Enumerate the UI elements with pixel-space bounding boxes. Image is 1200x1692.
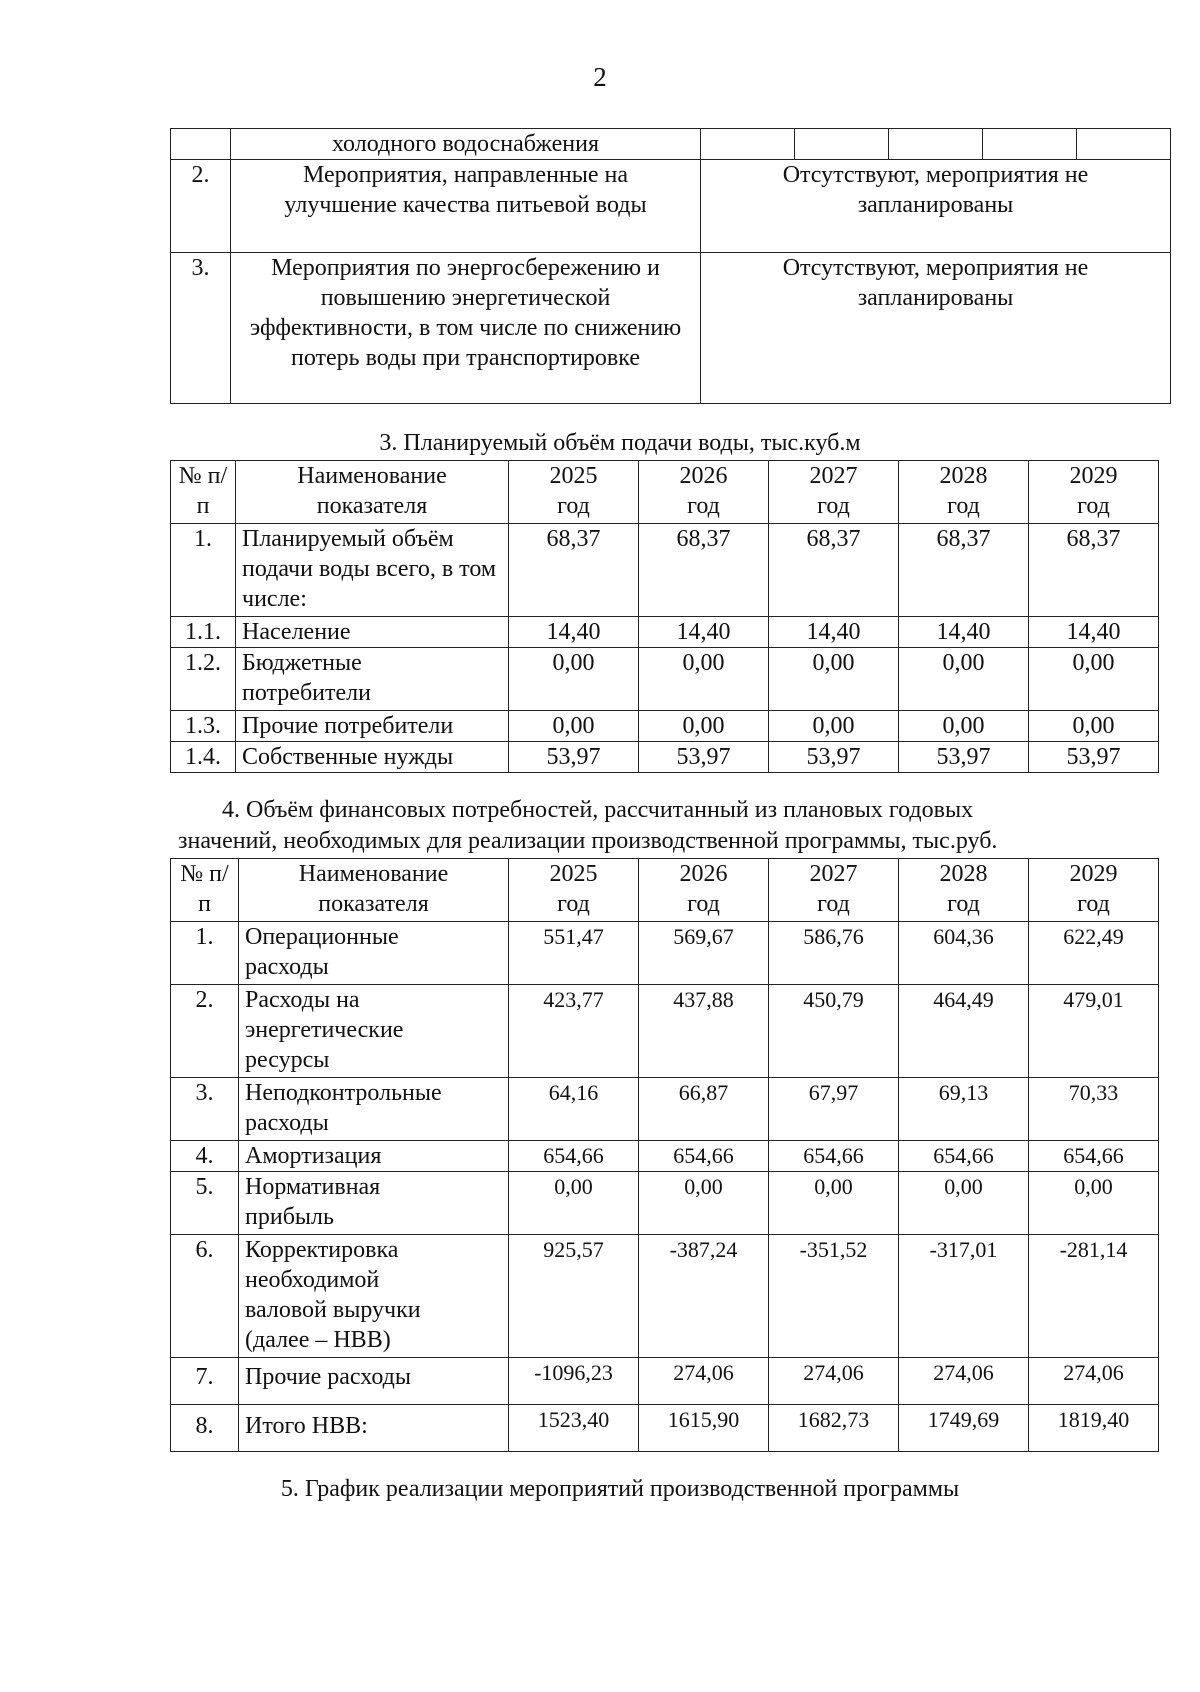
activity-note: Отсутствуют, мероприятия не запланированы xyxy=(701,253,1171,404)
value-cell: 622,49 xyxy=(1029,922,1159,985)
value-cell: 0,00 xyxy=(509,711,639,742)
value-cell: 0,00 xyxy=(1029,711,1159,742)
value-cell: 0,00 xyxy=(769,711,899,742)
value-cell: 0,00 xyxy=(639,1172,769,1235)
value-cell: 0,00 xyxy=(509,648,639,711)
table-row xyxy=(171,253,1171,404)
row-number: 1. xyxy=(171,922,239,985)
row-number xyxy=(171,129,231,160)
value-cell: 0,00 xyxy=(899,1172,1029,1235)
value-cell: 14,40 xyxy=(639,617,769,648)
activity-name: Мероприятия, направленные на улучшение качества питьевой воды xyxy=(231,160,701,253)
value-cell: 274,06 xyxy=(639,1358,769,1405)
indicator-name: Планируемый объём подачи воды всего, в том числе: xyxy=(236,524,509,617)
value-cell: 654,66 xyxy=(769,1141,899,1172)
value-cell: 464,49 xyxy=(899,985,1029,1078)
row-number: 7. xyxy=(171,1358,239,1405)
header-year: 2028 год xyxy=(899,461,1029,524)
value-cell: 0,00 xyxy=(769,648,899,711)
indicator-name: Собственные нужды xyxy=(236,742,509,773)
value-cell: -281,14 xyxy=(1029,1235,1159,1358)
value-cell: 654,66 xyxy=(509,1141,639,1172)
indicator-name: Расходы на энергетические ресурсы xyxy=(239,985,509,1078)
value-cell: 53,97 xyxy=(1029,742,1159,773)
page-number: 2 xyxy=(593,62,607,92)
indicator-name: Корректировка необходимой валовой выручки (далее – НВВ) xyxy=(239,1235,509,1358)
value-cell: 1615,90 xyxy=(639,1405,769,1452)
section4-title-line2: значений, необходимых для реализации производственной программы, тыс.руб. xyxy=(178,828,998,854)
value-cell: 64,16 xyxy=(509,1078,639,1141)
table-header-row xyxy=(171,859,1159,922)
row-number: 5. xyxy=(171,1172,239,1235)
indicator-name: Бюджетные потребители xyxy=(236,648,509,711)
value-cell: 450,79 xyxy=(769,985,899,1078)
value-cell: 0,00 xyxy=(1029,1172,1159,1235)
table-row xyxy=(171,1172,1159,1235)
value-cell: 53,97 xyxy=(899,742,1029,773)
value-cell: 274,06 xyxy=(1029,1358,1159,1405)
value-cell: 69,13 xyxy=(899,1078,1029,1141)
activity-name: Мероприятия по энергосбережению и повышению энергетической эффективности, в том числе по снижению потерь воды при транспортировке xyxy=(231,253,701,404)
table-row xyxy=(171,1358,1159,1405)
value-cell: 14,40 xyxy=(509,617,639,648)
table-row xyxy=(171,985,1159,1078)
value-cell: 654,66 xyxy=(899,1141,1029,1172)
value-cell: 14,40 xyxy=(769,617,899,648)
header-year: 2025 год xyxy=(509,859,639,922)
activity-name: холодного водоснабжения xyxy=(231,129,701,160)
row-number: 1.2. xyxy=(171,648,236,711)
empty-cell xyxy=(1077,129,1171,160)
value-cell: 551,47 xyxy=(509,922,639,985)
value-cell: 274,06 xyxy=(769,1358,899,1405)
value-cell: 0,00 xyxy=(899,648,1029,711)
indicator-name: Прочие расходы xyxy=(239,1358,509,1405)
value-cell: 586,76 xyxy=(769,922,899,985)
table-header-row xyxy=(171,461,1159,524)
value-cell: 53,97 xyxy=(509,742,639,773)
table-row xyxy=(171,648,1159,711)
value-cell: 1819,40 xyxy=(1029,1405,1159,1452)
indicator-name: Итого НВВ: xyxy=(239,1405,509,1452)
table-row xyxy=(171,1078,1159,1141)
value-cell: 68,37 xyxy=(1029,524,1159,617)
section4-title-line1: 4. Объём финансовых потребностей, рассчитанный из плановых годовых xyxy=(222,797,974,823)
value-cell: 0,00 xyxy=(639,648,769,711)
row-number: 8. xyxy=(171,1405,239,1452)
header-name: Наименование показателя xyxy=(236,461,509,524)
table-row xyxy=(171,711,1159,742)
value-cell: 604,36 xyxy=(899,922,1029,985)
header-num: № п/п xyxy=(171,461,236,524)
indicator-name: Амортизация xyxy=(239,1141,509,1172)
table-row xyxy=(171,1235,1159,1358)
section5-title: 5. График реализации мероприятий производственной программы xyxy=(280,1476,960,1502)
header-year: 2029 год xyxy=(1029,461,1159,524)
table-row xyxy=(171,1141,1159,1172)
value-cell: 423,77 xyxy=(509,985,639,1078)
value-cell: 68,37 xyxy=(509,524,639,617)
indicator-name: Неподконтрольные расходы xyxy=(239,1078,509,1141)
row-number: 2. xyxy=(171,160,231,253)
value-cell: -317,01 xyxy=(899,1235,1029,1358)
value-cell: 274,06 xyxy=(899,1358,1029,1405)
header-year: 2026 год xyxy=(639,859,769,922)
indicator-name: Население xyxy=(236,617,509,648)
value-cell: 68,37 xyxy=(769,524,899,617)
value-cell: -1096,23 xyxy=(509,1358,639,1405)
financial-table xyxy=(170,858,1159,1452)
value-cell: 479,01 xyxy=(1029,985,1159,1078)
row-number: 4. xyxy=(171,1141,239,1172)
activity-note: Отсутствуют, мероприятия не запланированы xyxy=(701,160,1171,253)
table-row xyxy=(171,922,1159,985)
row-number: 2. xyxy=(171,985,239,1078)
table-row xyxy=(171,1405,1159,1452)
row-number: 1.3. xyxy=(171,711,236,742)
row-number: 1.1. xyxy=(171,617,236,648)
value-cell: 70,33 xyxy=(1029,1078,1159,1141)
table-row xyxy=(171,742,1159,773)
row-number: 3. xyxy=(171,1078,239,1141)
value-cell: 68,37 xyxy=(639,524,769,617)
header-year: 2025 год xyxy=(509,461,639,524)
value-cell: 1682,73 xyxy=(769,1405,899,1452)
water-volume-table xyxy=(170,460,1159,773)
header-year: 2029 год xyxy=(1029,859,1159,922)
value-cell: 53,97 xyxy=(769,742,899,773)
section3-title: 3. Планируемый объём подачи воды, тыс.куб.м xyxy=(379,430,861,456)
row-number: 1.4. xyxy=(171,742,236,773)
header-num: № п/п xyxy=(171,859,239,922)
indicator-name: Нормативная прибыль xyxy=(239,1172,509,1235)
value-cell: 0,00 xyxy=(1029,648,1159,711)
value-cell: 0,00 xyxy=(899,711,1029,742)
empty-cell xyxy=(889,129,983,160)
value-cell: 0,00 xyxy=(509,1172,639,1235)
value-cell: -387,24 xyxy=(639,1235,769,1358)
table-row xyxy=(171,617,1159,648)
empty-cell xyxy=(701,129,795,160)
header-year: 2027 год xyxy=(769,461,899,524)
header-year: 2026 год xyxy=(639,461,769,524)
table-row xyxy=(171,160,1171,253)
table-row xyxy=(171,129,1171,160)
header-year: 2027 год xyxy=(769,859,899,922)
value-cell: 1523,40 xyxy=(509,1405,639,1452)
value-cell: 569,67 xyxy=(639,922,769,985)
indicator-name: Операционные расходы xyxy=(239,922,509,985)
value-cell: 654,66 xyxy=(639,1141,769,1172)
empty-cell xyxy=(795,129,889,160)
value-cell: 66,87 xyxy=(639,1078,769,1141)
value-cell: 1749,69 xyxy=(899,1405,1029,1452)
header-year: 2028 год xyxy=(899,859,1029,922)
value-cell: 0,00 xyxy=(639,711,769,742)
value-cell: 925,57 xyxy=(509,1235,639,1358)
value-cell: 14,40 xyxy=(899,617,1029,648)
value-cell: 14,40 xyxy=(1029,617,1159,648)
value-cell: -351,52 xyxy=(769,1235,899,1358)
empty-cell xyxy=(983,129,1077,160)
indicator-name: Прочие потребители xyxy=(236,711,509,742)
header-name: Наименование показателя xyxy=(239,859,509,922)
row-number: 1. xyxy=(171,524,236,617)
value-cell: 68,37 xyxy=(899,524,1029,617)
table-row xyxy=(171,524,1159,617)
value-cell: 0,00 xyxy=(769,1172,899,1235)
value-cell: 437,88 xyxy=(639,985,769,1078)
value-cell: 67,97 xyxy=(769,1078,899,1141)
activities-table xyxy=(170,128,1171,404)
row-number: 6. xyxy=(171,1235,239,1358)
value-cell: 654,66 xyxy=(1029,1141,1159,1172)
value-cell: 53,97 xyxy=(639,742,769,773)
row-number: 3. xyxy=(171,253,231,404)
